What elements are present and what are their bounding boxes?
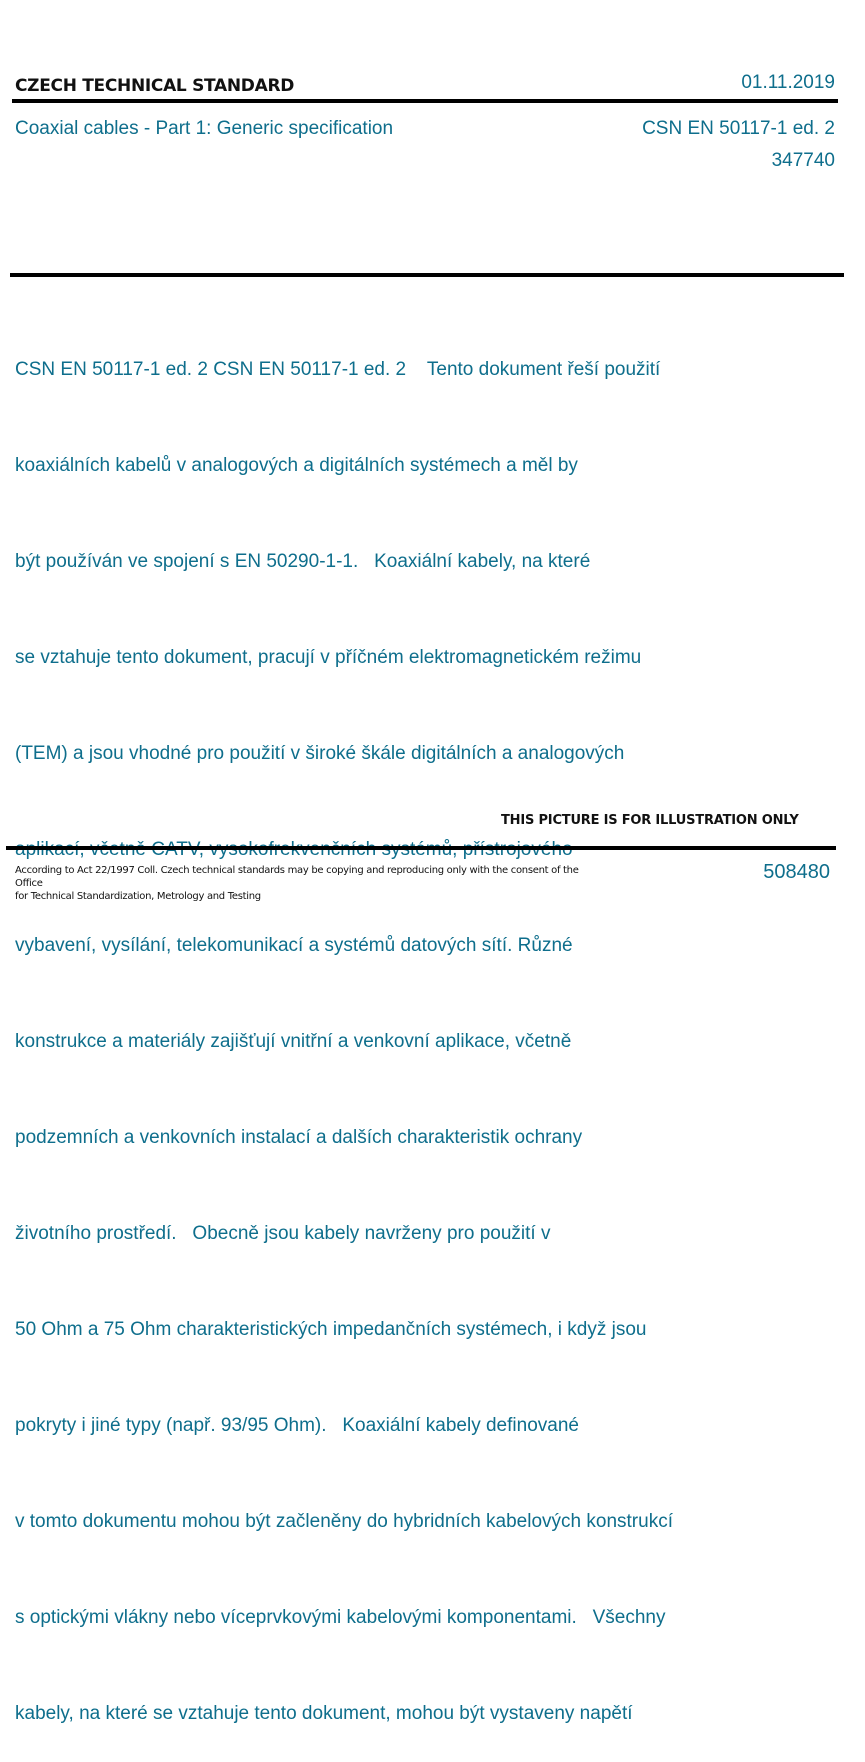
publication-date: 01.11.2019 xyxy=(741,72,835,93)
header-divider xyxy=(12,99,838,103)
abstract-line: pokryty i jiné typy (např. 93/95 Ohm). Koaxiální kabely definované xyxy=(15,1415,579,1436)
document-abstract xyxy=(15,290,815,1762)
abstract-line: kabely, na které se vztahuje tento dokument, mohou být vystaveny napětí xyxy=(15,1703,633,1724)
abstract-line: CSN EN 50117-1 ed. 2 CSN EN 50117-1 ed. 2 Tento dokument řeší použití xyxy=(15,359,661,380)
abstract-line xyxy=(15,834,815,866)
footer-number: 508480 xyxy=(763,861,830,883)
abstract-line: vybavení, vysílání, telekomunikací a systémů datových sítí. Různé xyxy=(15,935,573,956)
abstract-line: být používán ve spojení s EN 50290-1-1. Koaxiální kabely, na které xyxy=(15,551,591,572)
document-code: CSN EN 50117-1 ed. 2 xyxy=(642,118,835,139)
document-title: Coaxial cables - Part 1: Generic specification xyxy=(15,118,394,139)
document-number: 347740 xyxy=(771,150,835,171)
abstract-line: se vztahuje tento dokument, pracují v příčném elektromagnetickém režimu xyxy=(15,647,642,668)
body-divider xyxy=(10,273,844,277)
abstract-line: konstrukce a materiály zajišťují vnitřní a venkovní aplikace, včetně xyxy=(15,1031,572,1052)
abstract-line: (TEM) a jsou vhodné pro použití v široké škále digitálních a analogových xyxy=(15,743,625,764)
abstract-line: s optickými vlákny nebo víceprvkovými kabelovými komponentami. Všechny xyxy=(15,1607,666,1628)
abstract-line: podzemních a venkovních instalací a dalších charakteristik ochrany xyxy=(15,1127,583,1148)
abstract-line: životního prostředí. Obecně jsou kabely navrženy pro použití v xyxy=(15,1223,551,1244)
abstract-line: v tomto dokumentu mohou být začleněny do hybridních kabelových konstrukcí xyxy=(15,1511,673,1532)
copyright-notice-line: According to Act 22/1997 Coll. Czech technical standards may be copying and reproducing only with the consent of the Office xyxy=(15,865,579,889)
footer-divider xyxy=(6,846,836,850)
copyright-notice-line: for Technical Standardization, Metrology and Testing xyxy=(15,891,261,902)
abstract-line: 50 Ohm a 75 Ohm charakteristických impedančních systémech, i když jsou xyxy=(15,1319,647,1340)
copyright-notice xyxy=(15,864,595,903)
standard-header-title: CZECH TECHNICAL STANDARD xyxy=(15,76,295,96)
abstract-line: koaxiálních kabelů v analogových a digitálních systémech a měl by xyxy=(15,455,578,476)
illustration-disclaimer: THIS PICTURE IS FOR ILLUSTRATION ONLY xyxy=(501,813,799,828)
